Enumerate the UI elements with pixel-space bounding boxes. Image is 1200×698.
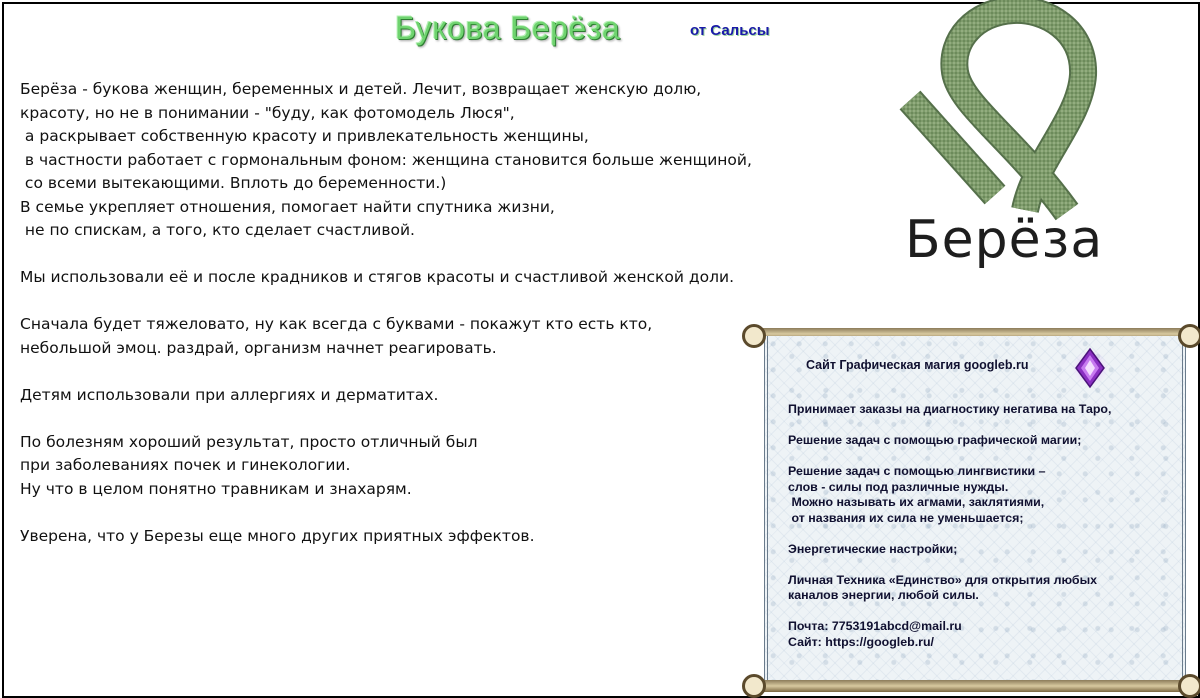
ad-content: [788, 402, 1178, 650]
rune-label: Берёза: [905, 210, 1104, 270]
article-line: [20, 407, 850, 431]
ad-line: [788, 526, 1178, 542]
article-line: Сначала будет тяжеловато, ну как всегда с буквами - покажут кто есть кто,: [20, 315, 653, 333]
scroll-knob: [742, 674, 766, 698]
article-line: [20, 243, 850, 267]
ad-line: Можно называть их агмами, заклятиями,: [788, 495, 1045, 509]
article-line: не по спискам, а того, кто сделает счастливой.: [20, 221, 415, 239]
article-line: Детям использовали при аллергиях и дерматитах.: [20, 385, 439, 404]
ad-line: Личная Техника «Единство» для открытия любых: [788, 572, 1098, 587]
ad-line: [788, 557, 1178, 573]
ad-line: Принимает заказы на диагностику негатива на Таро,: [788, 402, 1112, 416]
article-line: [20, 290, 850, 314]
ad-line: Решение задач с помощью лингвистики –: [788, 464, 1046, 478]
ad-line: Сайт: https://googleb.ru/: [788, 634, 934, 649]
article-line: со всеми вытекающими. Вплоть до беременности.): [20, 174, 447, 192]
article-line: В семье укрепляет отношения, помогает найти спутника жизни,: [20, 197, 555, 216]
article-line: в частности работает с гормональным фоном: женщина становится больше женщиной,: [20, 150, 752, 169]
ad-line: [788, 418, 1178, 434]
scroll-knob: [742, 324, 766, 348]
scroll-knob: [1178, 324, 1200, 348]
article-line: Ну что в целом понятно травникам и знахарям.: [20, 479, 412, 498]
article-line: красоту, но не в понимании - "буду, как фотомодель Люся",: [20, 103, 515, 122]
ad-title: Сайт Графическая магия googleb.ru: [806, 358, 1029, 372]
article-line: Берёза - букова женщин, беременных и детей. Лечит, возвращает женскую долю,: [20, 80, 702, 98]
article-line: при заболеваниях почек и гинекологии.: [20, 456, 351, 474]
ad-line: Решение задач с помощью графической магии;: [788, 433, 1082, 447]
article-body: [20, 78, 850, 548]
article-line: По болезням хороший результат, просто отличный был: [20, 432, 478, 451]
ad-line: Энергетические настройки;: [788, 541, 958, 556]
page-title: Букова Берёза: [395, 10, 621, 46]
ad-line: от названия их сила не уменьшается;: [788, 510, 1024, 525]
ad-line: [788, 604, 1178, 620]
scroll-rod-bottom: [750, 680, 1192, 692]
ad-scroll: [740, 318, 1200, 698]
ad-line: [788, 449, 1178, 465]
ad-line: слов - силы под различные нужды.: [788, 479, 1009, 494]
article-line: небольшой эмоц. раздрай, организм начнет реагировать.: [20, 338, 497, 357]
article-line: Уверена, что у Березы еще много других приятных эффектов.: [20, 526, 535, 545]
crystal-icon: [1072, 346, 1108, 390]
article-line: Мы использовали её и после крадников и стягов красоты и счастливой женской доли.: [20, 268, 734, 286]
ad-line: каналов энергии, любой силы.: [788, 588, 979, 602]
scroll-knob: [1178, 674, 1200, 698]
article-line: а раскрывает собственную красоту и привлекательность женщины,: [20, 127, 589, 145]
author-credit: от Сальсы: [690, 22, 770, 39]
article-line: [20, 501, 850, 525]
article-line: [20, 360, 850, 384]
ad-line: Почта: 7753191abcd@mail.ru: [788, 619, 962, 633]
